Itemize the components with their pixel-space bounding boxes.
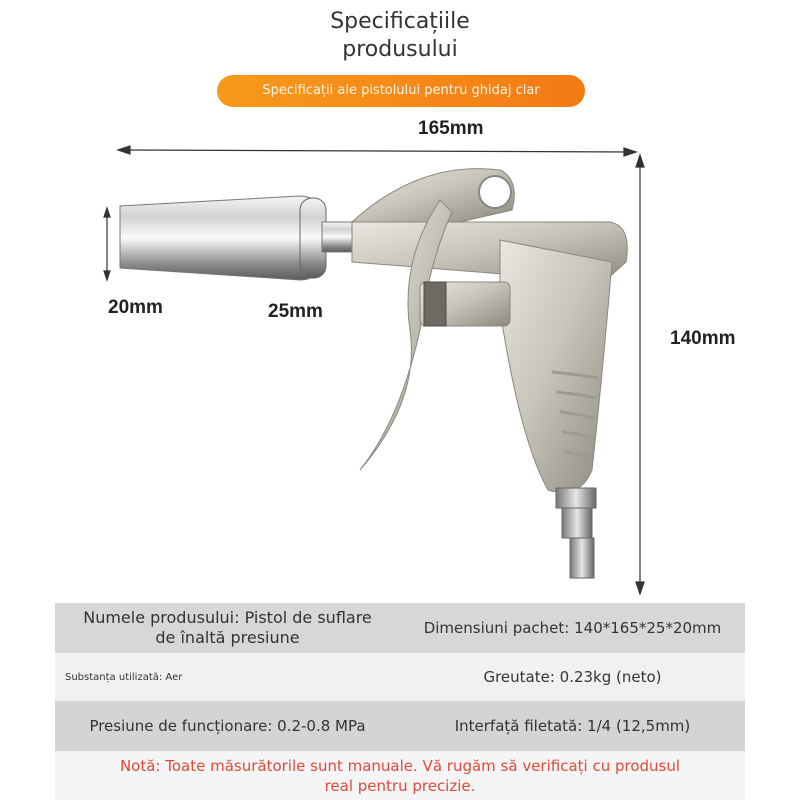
gun-body	[352, 169, 627, 578]
specs-row	[55, 653, 745, 701]
dimension-label-length: 165mm	[418, 118, 484, 139]
spec-substance: Substanța utilizată: Aer	[65, 671, 183, 683]
measurement-note: Notă: Toate măsurătorile sunt manuale. Vă rugăm să verificați cu produsul real pentru precizie.	[119, 756, 681, 795]
specs-row	[55, 751, 745, 800]
spec-weight: Greutate: 0.23kg (neto)	[483, 668, 662, 686]
specs-table	[55, 603, 745, 800]
dimension-label-nozzle-tip: 20mm	[108, 297, 163, 318]
specs-row	[55, 701, 745, 751]
spec-pressure: Presiune de funcționare: 0.2-0.8 MPa	[89, 717, 366, 735]
dimension-line-nozzle	[104, 208, 110, 280]
title-line-2: produsului	[342, 37, 458, 62]
spec-product-name: Numele produsului: Pistol de suflare de înaltă presiune	[83, 608, 372, 647]
spec-thread-interface: Interfață filetată: 1/4 (12,5mm)	[454, 717, 691, 735]
spec-package-dimensions: Dimensiuni pachet: 140*165*25*20mm	[423, 619, 722, 637]
subtitle-pill: Specificații ale pistolului pentru ghidaj clar	[217, 75, 585, 107]
dimension-line-horizontal	[118, 146, 636, 156]
dimension-label-nozzle-base: 25mm	[268, 301, 323, 322]
dimension-label-height: 140mm	[670, 328, 736, 349]
specs-row	[55, 603, 745, 653]
dimension-line-vertical	[636, 155, 644, 594]
nozzle	[120, 196, 356, 280]
title-line-1: Specificațiile	[330, 9, 470, 34]
